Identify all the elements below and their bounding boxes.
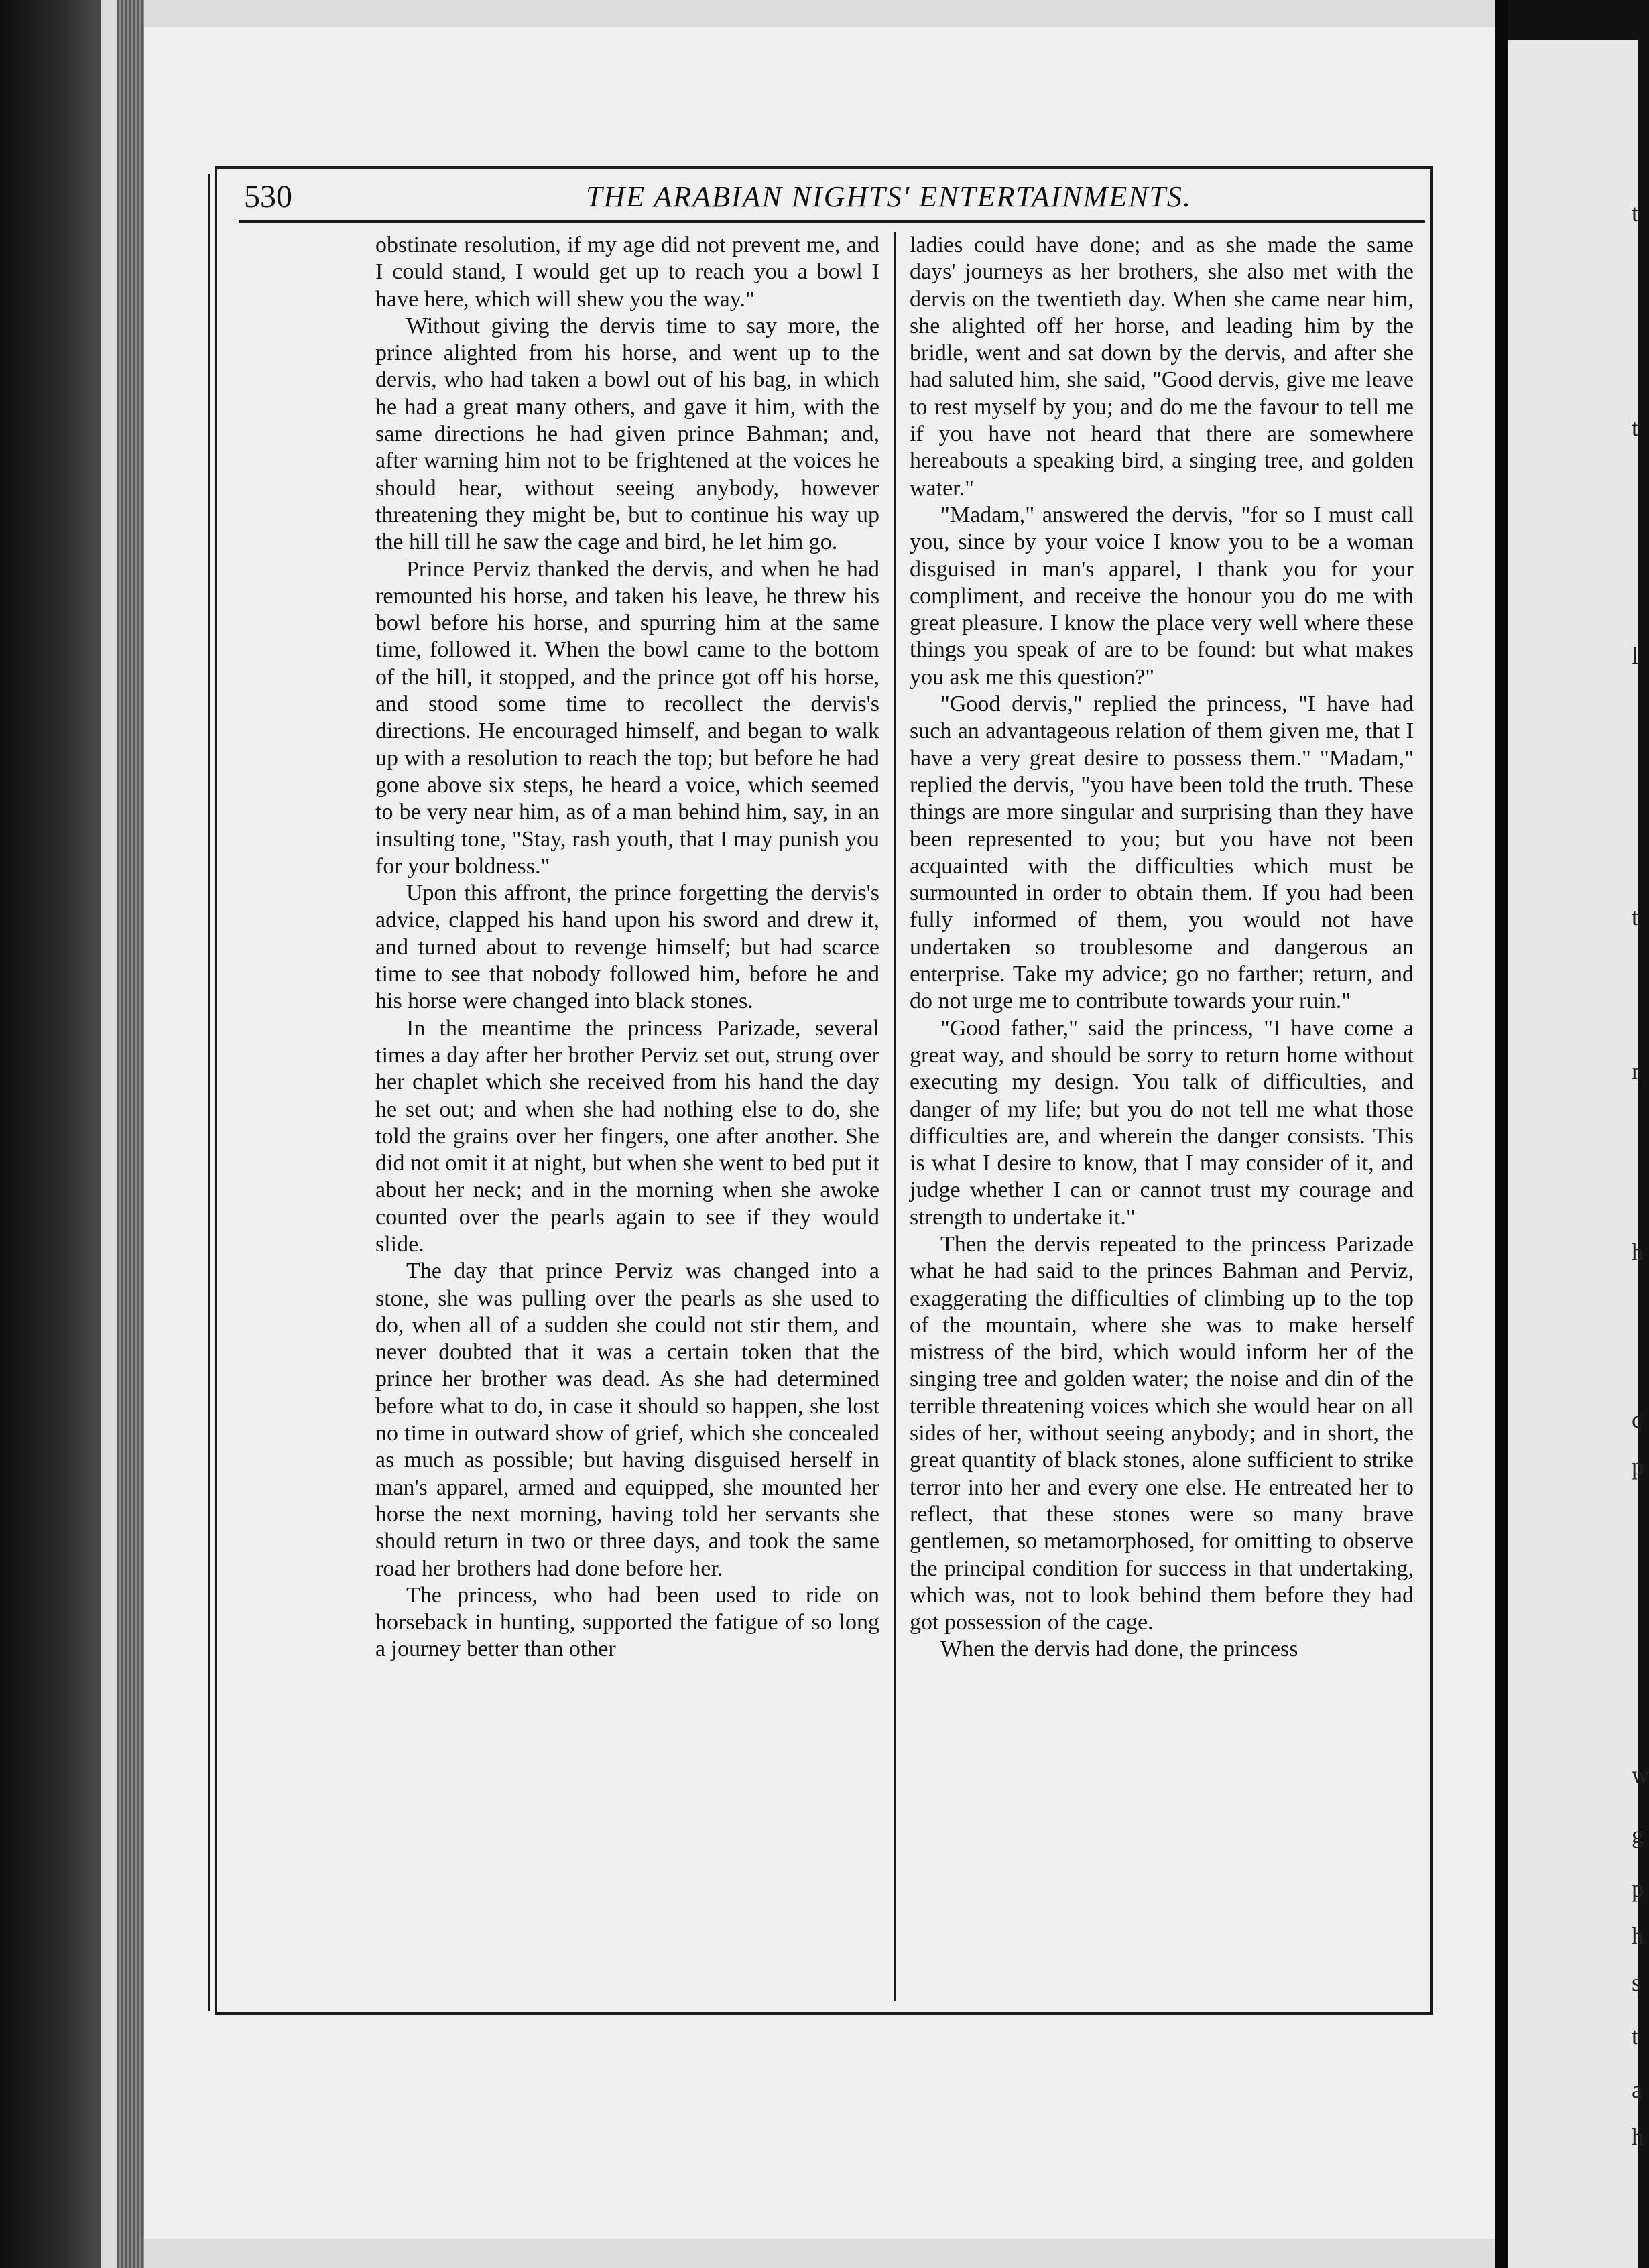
page-number: 530 bbox=[244, 179, 292, 214]
running-head bbox=[239, 176, 1425, 223]
stacked-page-edges bbox=[117, 0, 144, 2268]
paragraph: Upon this affront, the prince forgetting the dervis's advice, clapped his hand upon his sword and drew it, and turned about to revenge himself; but had scarce time to see that nobody followed him, before he and his horse were changed into black stones. bbox=[375, 881, 879, 1014]
paragraph: The princess, who had been used to ride on horseback in hunting, supported the fatigue of so long a journey better than other bbox=[375, 1582, 879, 1662]
paragraph: obstinate resolution, if my age did not prevent me, and I could stand, I would get up to reach you a bowl I have here, which will shew you the way." bbox=[375, 233, 879, 312]
next-page-letter-fragment: p bbox=[1632, 1453, 1644, 1480]
next-page-letter-fragment: r bbox=[1632, 1058, 1640, 1084]
next-page-letter-fragment: l bbox=[1632, 642, 1639, 669]
next-page-letter-fragment: t bbox=[1632, 414, 1639, 441]
paragraph: In the meantime the princess Parizade, several times a day after her brother Perviz set out, strung over her chaplet which she received from his hand the day he set out; and when she had nothing else to do, she told the grains over her fingers, one after another. She did not omit it at night, but when she went to bed put it about her neck; and in the morning when she awoke counted over the pearls again to see if they would slide. bbox=[375, 1015, 879, 1257]
next-page-letter-fragment: t bbox=[1632, 903, 1639, 930]
paragraph: Prince Perviz thanked the dervis, and when he had remounted his horse, and taken his leave, he threw his bowl before his horse, and spurring him at the same time, followed it. When the bowl came to the bottom of the hill, it stopped, and the prince got off his horse, and stood some time to recollect the dervis's directions. He encouraged himself, and began to walk up with a resolution to reach the top; but before he had gone above six steps, he heard a voice, which seemed to be very near him, as of a man behind him, say, in an insulting tone, "Stay, rash youth, that I may punish you for your boldness." bbox=[375, 556, 879, 879]
paragraph: Then the dervis repeated to the princess Parizade what he had said to the princes Bahman and Perviz, exaggerating the difficulties of climbing up to the top of the mountain, where she was to make herself mistress of the bird, which would inform her of the singing tree and golden water; the noise and din of the terrible threatening voices which she would hear on all sides of her, without seeing anybody; and in short, the great quantity of black stones, alone sufficient to strike terror into her and every one else. He entreated her to reflect, that these stones were so many brave gentlemen, so metamorphosed, for omitting to observe the principal condition for success in that undertaking, which was, not to look behind them before they had got possession of the cage. bbox=[910, 1231, 1414, 1635]
page-gutter bbox=[1495, 0, 1508, 2268]
next-page-letter-fragment: a bbox=[1632, 2076, 1642, 2103]
next-page-letter-fragment: g bbox=[1632, 1822, 1644, 1848]
paragraph: "Madam," answered the dervis, "for so I must call you, since by your voice I know you to be a woman disguised in man's apparel, I thank you for your compliment, and receive the honour you do me with great pleasure. I know the place very well where these things you speak of are to be found: but what makes you ask me this question?" bbox=[910, 502, 1414, 690]
next-page-letter-fragment: h bbox=[1632, 1922, 1644, 1949]
paragraph: When the dervis had done, the princess bbox=[940, 1637, 1298, 1662]
paragraph: ladies could have done; and as she made the same days' journeys as her brothers, she also met with the dervis on the twentieth day. When she came near him, she alighted off her horse, and leading him by the bridle, went and sat down by the dervis, and after she had saluted him, she said, "Good dervis, give me leave to rest myself by you; and do me the favour to tell me if you have not heard that there are somewhere hereabouts a speaking bird, a singing tree, and golden water." bbox=[910, 233, 1414, 501]
paragraph: The day that prince Perviz was changed into a stone, she was pulling over the pearls as she used to do, when all of a sudden she could not stir them, and never doubted that it was a certain token that the prince her brother was dead. As she had determined before what to do, in case it should so happen, she lost no time in outward show of grief, which she concealed as much as possible; but having disguised herself in man's apparel, armed and equipped, she mounted her horse the next morning, having told her servants she should return in two or three days, and took the same road her brothers had done before her. bbox=[375, 1259, 879, 1581]
next-page-letter-fragment: w bbox=[1632, 1761, 1649, 1788]
right-column bbox=[910, 232, 1414, 2001]
next-page-letter-fragment: h bbox=[1632, 1239, 1644, 1265]
next-page-letter-fragment: c bbox=[1632, 1406, 1642, 1433]
left-column bbox=[375, 232, 879, 2001]
binding-shadow bbox=[0, 0, 101, 2268]
next-page-letter-fragment: t bbox=[1632, 2023, 1639, 2050]
paragraph: "Good father," said the princess, "I have come a great way, and should be sorry to return home without executing my design. You talk of difficulties, and danger of my life; but you do not tell me what those difficulties are, and wherein the danger consists. This is what I desire to know, that I may consider of it, and judge whether I can or cannot trust my courage and strength to undertake it." bbox=[910, 1015, 1414, 1230]
paragraph: "Good dervis," replied the princess, "I have had such an advantageous relation of them given me, that I have a very great desire to possess them." "Madam," replied the dervis, "you have been told the truth. These things are more singular and surprising than they have been represented to you; but you have not been acquainted with the difficulties which must be surmounted in order to obtain them. If you had been fully informed of them, you would not have undertaken so troublesome and dangerous an enterprise. Take my advice; go no farther; return, and do not urge me to contribute towards your ruin." bbox=[910, 692, 1414, 1014]
next-page-letter-fragment: h bbox=[1632, 2123, 1644, 2150]
column-divider bbox=[894, 232, 896, 2001]
book-title: THE ARABIAN NIGHTS' ENTERTAINMENTS. bbox=[585, 180, 1193, 213]
next-page-letter-fragment: p bbox=[1632, 1875, 1644, 1902]
next-page-sliver bbox=[1508, 40, 1649, 2268]
paragraph: Without giving the dervis time to say more, the prince alighted from his horse, and went up to the dervis, who had taken a bowl out of his bag, in which he had a great many others, and gave it him, with the same directions he had given prince Bahman; and, after warning him not to be frightened at the voices he should hear, without seeing anybody, however threatening they might be, but to continue his way up the hill till he saw the cage and bird, he let him go. bbox=[375, 313, 879, 555]
next-page-letter-fragment: t bbox=[1632, 200, 1639, 227]
next-page-letter-fragment: s bbox=[1632, 1969, 1642, 1996]
